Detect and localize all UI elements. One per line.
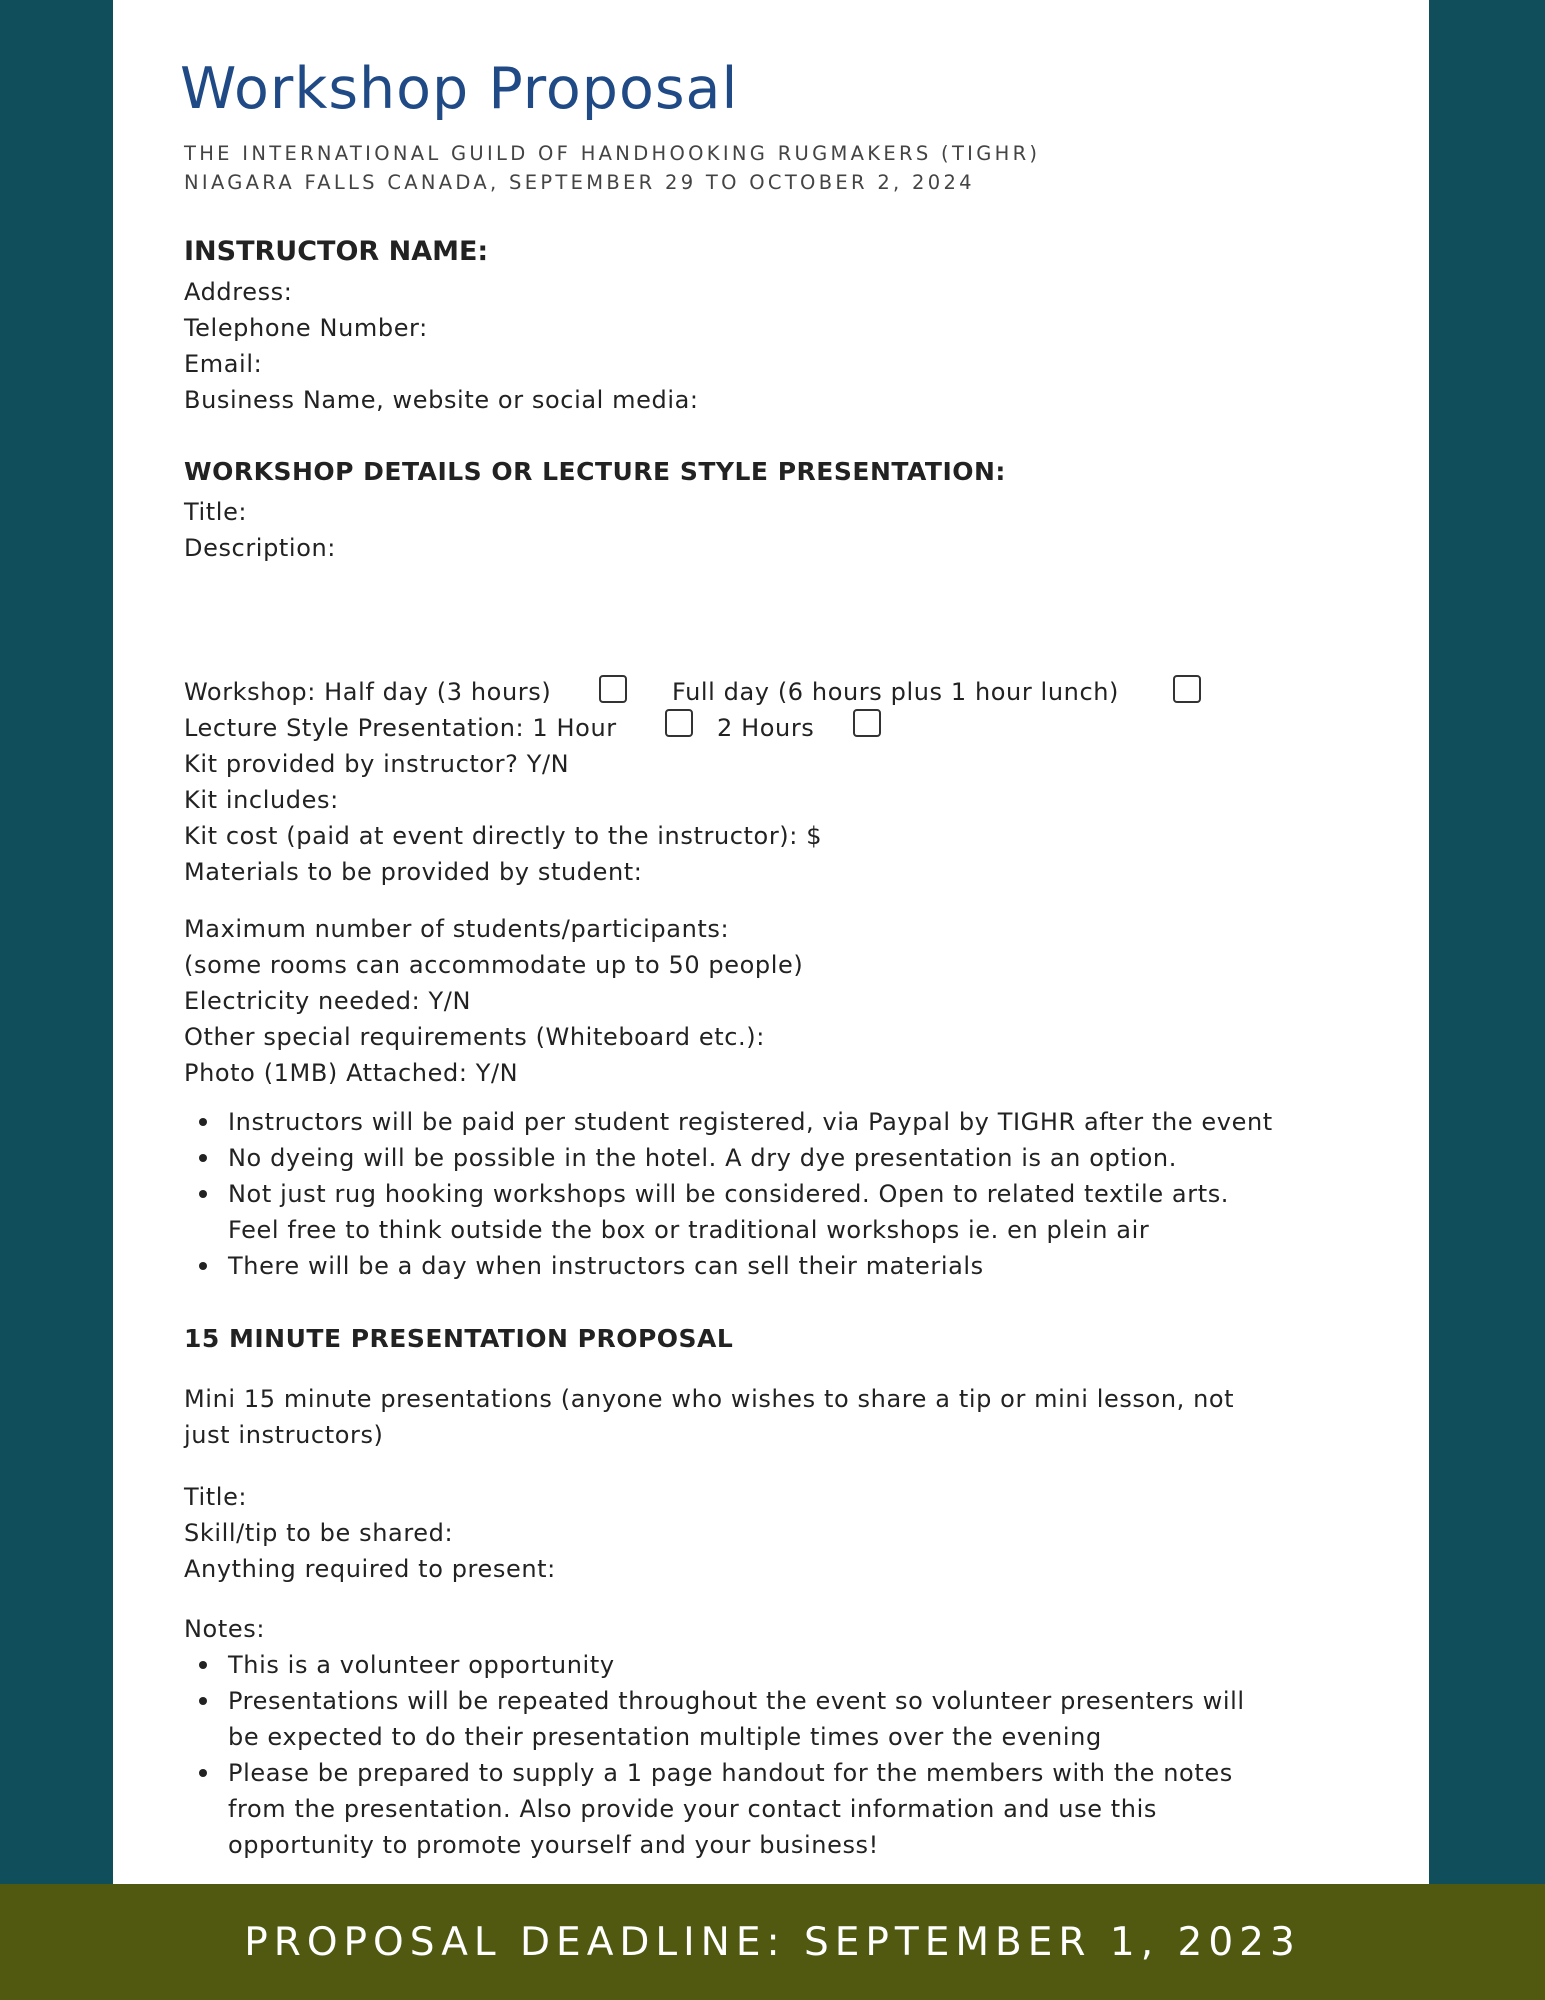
kit-includes-field: Kit includes: <box>184 786 339 814</box>
list-item <box>184 1176 1364 1248</box>
email-field: Email: <box>184 350 263 378</box>
mini-title-field: Title: <box>184 1483 248 1511</box>
electricity-field: Electricity needed: Y/N <box>184 987 472 1015</box>
lecture-one-hour-label: Lecture Style Presentation: 1 Hour <box>184 714 617 742</box>
list-item: This is a volunteer opportunity <box>184 1647 1364 1683</box>
workshop-notes-list <box>184 1104 1364 1284</box>
kit-cost-field: Kit cost (paid at event directly to the instructor): $ <box>184 822 823 850</box>
right-margin-band <box>1429 0 1545 1884</box>
list-item <box>184 1683 1364 1755</box>
half-day-checkbox[interactable] <box>599 675 627 703</box>
workshop-title-field: Title: <box>184 498 248 526</box>
two-hours-checkbox[interactable] <box>853 709 881 737</box>
list-item: No dyeing will be possible in the hotel. A dry dye presentation is an option. <box>184 1140 1364 1176</box>
photo-attached-field: Photo (1MB) Attached: Y/N <box>184 1059 519 1087</box>
mini-skill-field: Skill/tip to be shared: <box>184 1519 454 1547</box>
mini-notes-label: Notes: <box>184 1615 266 1643</box>
list-item-text: Presentations will be repeated throughout the event so volunteer presenters will <box>228 1687 1245 1715</box>
subtitle-location-dates: NIAGARA FALLS CANADA, SEPTEMBER 29 TO OCTOBER 2, 2024 <box>184 171 975 194</box>
list-item-continuation: Feel free to think outside the box or traditional workshops ie. en plein air <box>228 1216 1150 1244</box>
workshop-description-field: Description: <box>184 534 336 562</box>
workshop-details-heading: WORKSHOP DETAILS OR LECTURE STYLE PRESENTATION: <box>184 457 1006 486</box>
telephone-field: Telephone Number: <box>184 314 428 342</box>
address-field: Address: <box>184 278 293 306</box>
list-item-text: Not just rug hooking workshops will be considered. Open to related textile arts. <box>228 1180 1230 1208</box>
max-students-field: Maximum number of students/participants: <box>184 915 730 943</box>
mini-intro-line1: Mini 15 minute presentations (anyone who wishes to share a tip or mini lesson, not <box>184 1385 1235 1413</box>
page-title: Workshop Proposal <box>180 56 739 122</box>
list-item: There will be a day when instructors can sell their materials <box>184 1248 1364 1284</box>
list-item-text: Please be prepared to supply a 1 page handout for the members with the notes <box>228 1759 1233 1787</box>
instructor-name-heading: INSTRUCTOR NAME: <box>184 236 489 267</box>
full-day-label: Full day (6 hours plus 1 hour lunch) <box>672 678 1120 706</box>
proposal-deadline: PROPOSAL DEADLINE: SEPTEMBER 1, 2023 <box>244 1919 1301 1965</box>
mini-notes-list <box>184 1647 1364 1863</box>
two-hours-label: 2 Hours <box>717 714 815 742</box>
rooms-capacity-note: (some rooms can accommodate up to 50 people) <box>184 951 804 979</box>
list-item: Instructors will be paid per student registered, via Paypal by TIGHR after the event <box>184 1104 1364 1140</box>
mini-presentation-heading: 15 MINUTE PRESENTATION PROPOSAL <box>184 1324 734 1353</box>
business-field: Business Name, website or social media: <box>184 386 699 414</box>
list-item-continuation: from the presentation. Also provide your contact information and use this <box>228 1795 1157 1823</box>
one-hour-checkbox[interactable] <box>665 709 693 737</box>
list-item-continuation: be expected to do their presentation multiple times over the evening <box>228 1723 1102 1751</box>
mini-required-field: Anything required to present: <box>184 1555 556 1583</box>
mini-intro-line2: just instructors) <box>184 1421 384 1449</box>
full-day-checkbox[interactable] <box>1173 675 1201 703</box>
special-requirements-field: Other special requirements (Whiteboard etc.): <box>184 1023 765 1051</box>
subtitle-organization: THE INTERNATIONAL GUILD OF HANDHOOKING RUGMAKERS (TIGHR) <box>184 142 1041 165</box>
kit-provided-field: Kit provided by instructor? Y/N <box>184 750 570 778</box>
left-margin-band <box>0 0 113 1884</box>
deadline-banner <box>0 1884 1545 2000</box>
list-item-continuation: opportunity to promote yourself and your business! <box>228 1831 879 1859</box>
list-item <box>184 1755 1364 1863</box>
workshop-half-day-label: Workshop: Half day (3 hours) <box>184 678 552 706</box>
materials-field: Materials to be provided by student: <box>184 858 643 886</box>
